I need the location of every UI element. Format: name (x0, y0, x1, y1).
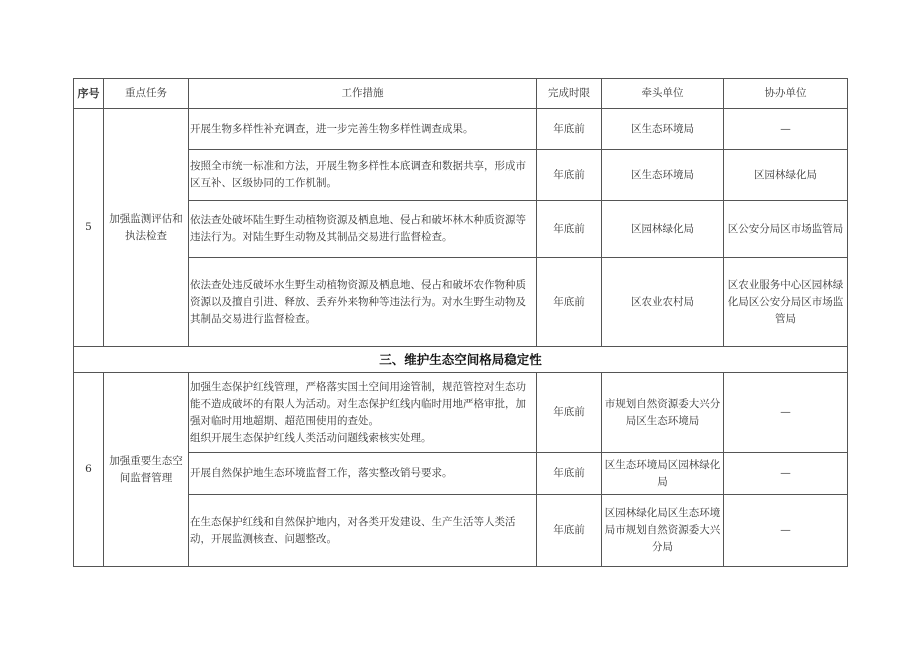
deadline-cell: 年底前 (537, 150, 602, 201)
deadline-cell: 年底前 (537, 453, 602, 495)
measure-text: 组织开展生态保护红线人类活动问题线索核实处理。 (190, 431, 432, 444)
task-cell: 加强监测评估和执法检查 (104, 109, 189, 347)
header-task: 重点任务 (104, 79, 189, 109)
assist-cell: — (724, 495, 848, 567)
assist-cell: — (724, 109, 848, 150)
lead-cell: 区生态环境局 (602, 109, 724, 150)
deadline-cell: 年底前 (537, 495, 602, 567)
assist-cell: — (724, 453, 848, 495)
table-row (74, 373, 848, 453)
measure-text: 加强生态保护红线管理，严格落实国土空间用途管制，规范管控对生态功能不造成破坏的有限人为活动。对生态保护红线内临时用地严格审批，加强对临时用地超期、超范围使用的查处。 (190, 380, 526, 427)
table-row (74, 258, 848, 347)
header-measures: 工作措施 (189, 79, 537, 109)
assist-cell: 区公安分局区市场监管局 (724, 201, 848, 258)
section-title: 三、维护生态空间格局稳定性 (74, 347, 848, 373)
lead-cell: 区园林绿化局 (602, 201, 724, 258)
lead-cell: 区生态环境局区园林绿化局 (602, 453, 724, 495)
table-row (74, 150, 848, 201)
table-row (74, 201, 848, 258)
assist-cell: 区园林绿化局 (724, 150, 848, 201)
deadline-cell: 年底前 (537, 258, 602, 347)
seq-cell: 5 (74, 109, 104, 347)
deadline-cell: 年底前 (537, 201, 602, 258)
measure-cell: 依法查处违反破坏水生野生动植物资源及栖息地、侵占和破坏农作物种质资源以及擅自引进、释放、丢弃外来物种等违法行为。对水生野生动物及其制品交易进行监督检查。 (189, 258, 537, 347)
lead-cell: 市规划自然资源委大兴分局区生态环境局 (602, 373, 724, 453)
header-lead: 牵头单位 (602, 79, 724, 109)
deadline-cell: 年底前 (537, 373, 602, 453)
measure-cell: 按照全市统一标准和方法，开展生物多样性本底调查和数据共享，形成市区互补、区级协同的工作机制。 (189, 150, 537, 201)
table-row (74, 109, 848, 150)
measure-cell: 依法查处破坏陆生野生动植物资源及栖息地、侵占和破坏林木种质资源等违法行为。对陆生野生动物及其制品交易进行监督检查。 (189, 201, 537, 258)
measure-cell: 开展生物多样性补充调查，进一步完善生物多样性调查成果。 (189, 109, 537, 150)
measure-cell: 开展自然保护地生态环境监督工作，落实整改销号要求。 (189, 453, 537, 495)
header-row (74, 79, 848, 109)
header-deadline: 完成时限 (537, 79, 602, 109)
task-table (73, 78, 848, 567)
assist-cell: — (724, 373, 848, 453)
measure-cell (189, 373, 537, 453)
deadline-cell: 年底前 (537, 109, 602, 150)
lead-cell: 区园林绿化局区生态环境局市规划自然资源委大兴分局 (602, 495, 724, 567)
header-assist: 协办单位 (724, 79, 848, 109)
measure-cell: 在生态保护红线和自然保护地内，对各类开发建设、生产生活等人类活动，开展监测核查、问题整改。 (189, 495, 537, 567)
seq-cell: 6 (74, 373, 104, 567)
lead-cell: 区农业农村局 (602, 258, 724, 347)
table-row (74, 495, 848, 567)
section-row (74, 347, 848, 373)
lead-cell: 区生态环境局 (602, 150, 724, 201)
header-seq: 序号 (74, 79, 104, 109)
task-cell: 加强重要生态空间监督管理 (104, 373, 189, 567)
table-row (74, 453, 848, 495)
assist-cell: 区农业服务中心区园林绿化局区公安分局区市场监管局 (724, 258, 848, 347)
